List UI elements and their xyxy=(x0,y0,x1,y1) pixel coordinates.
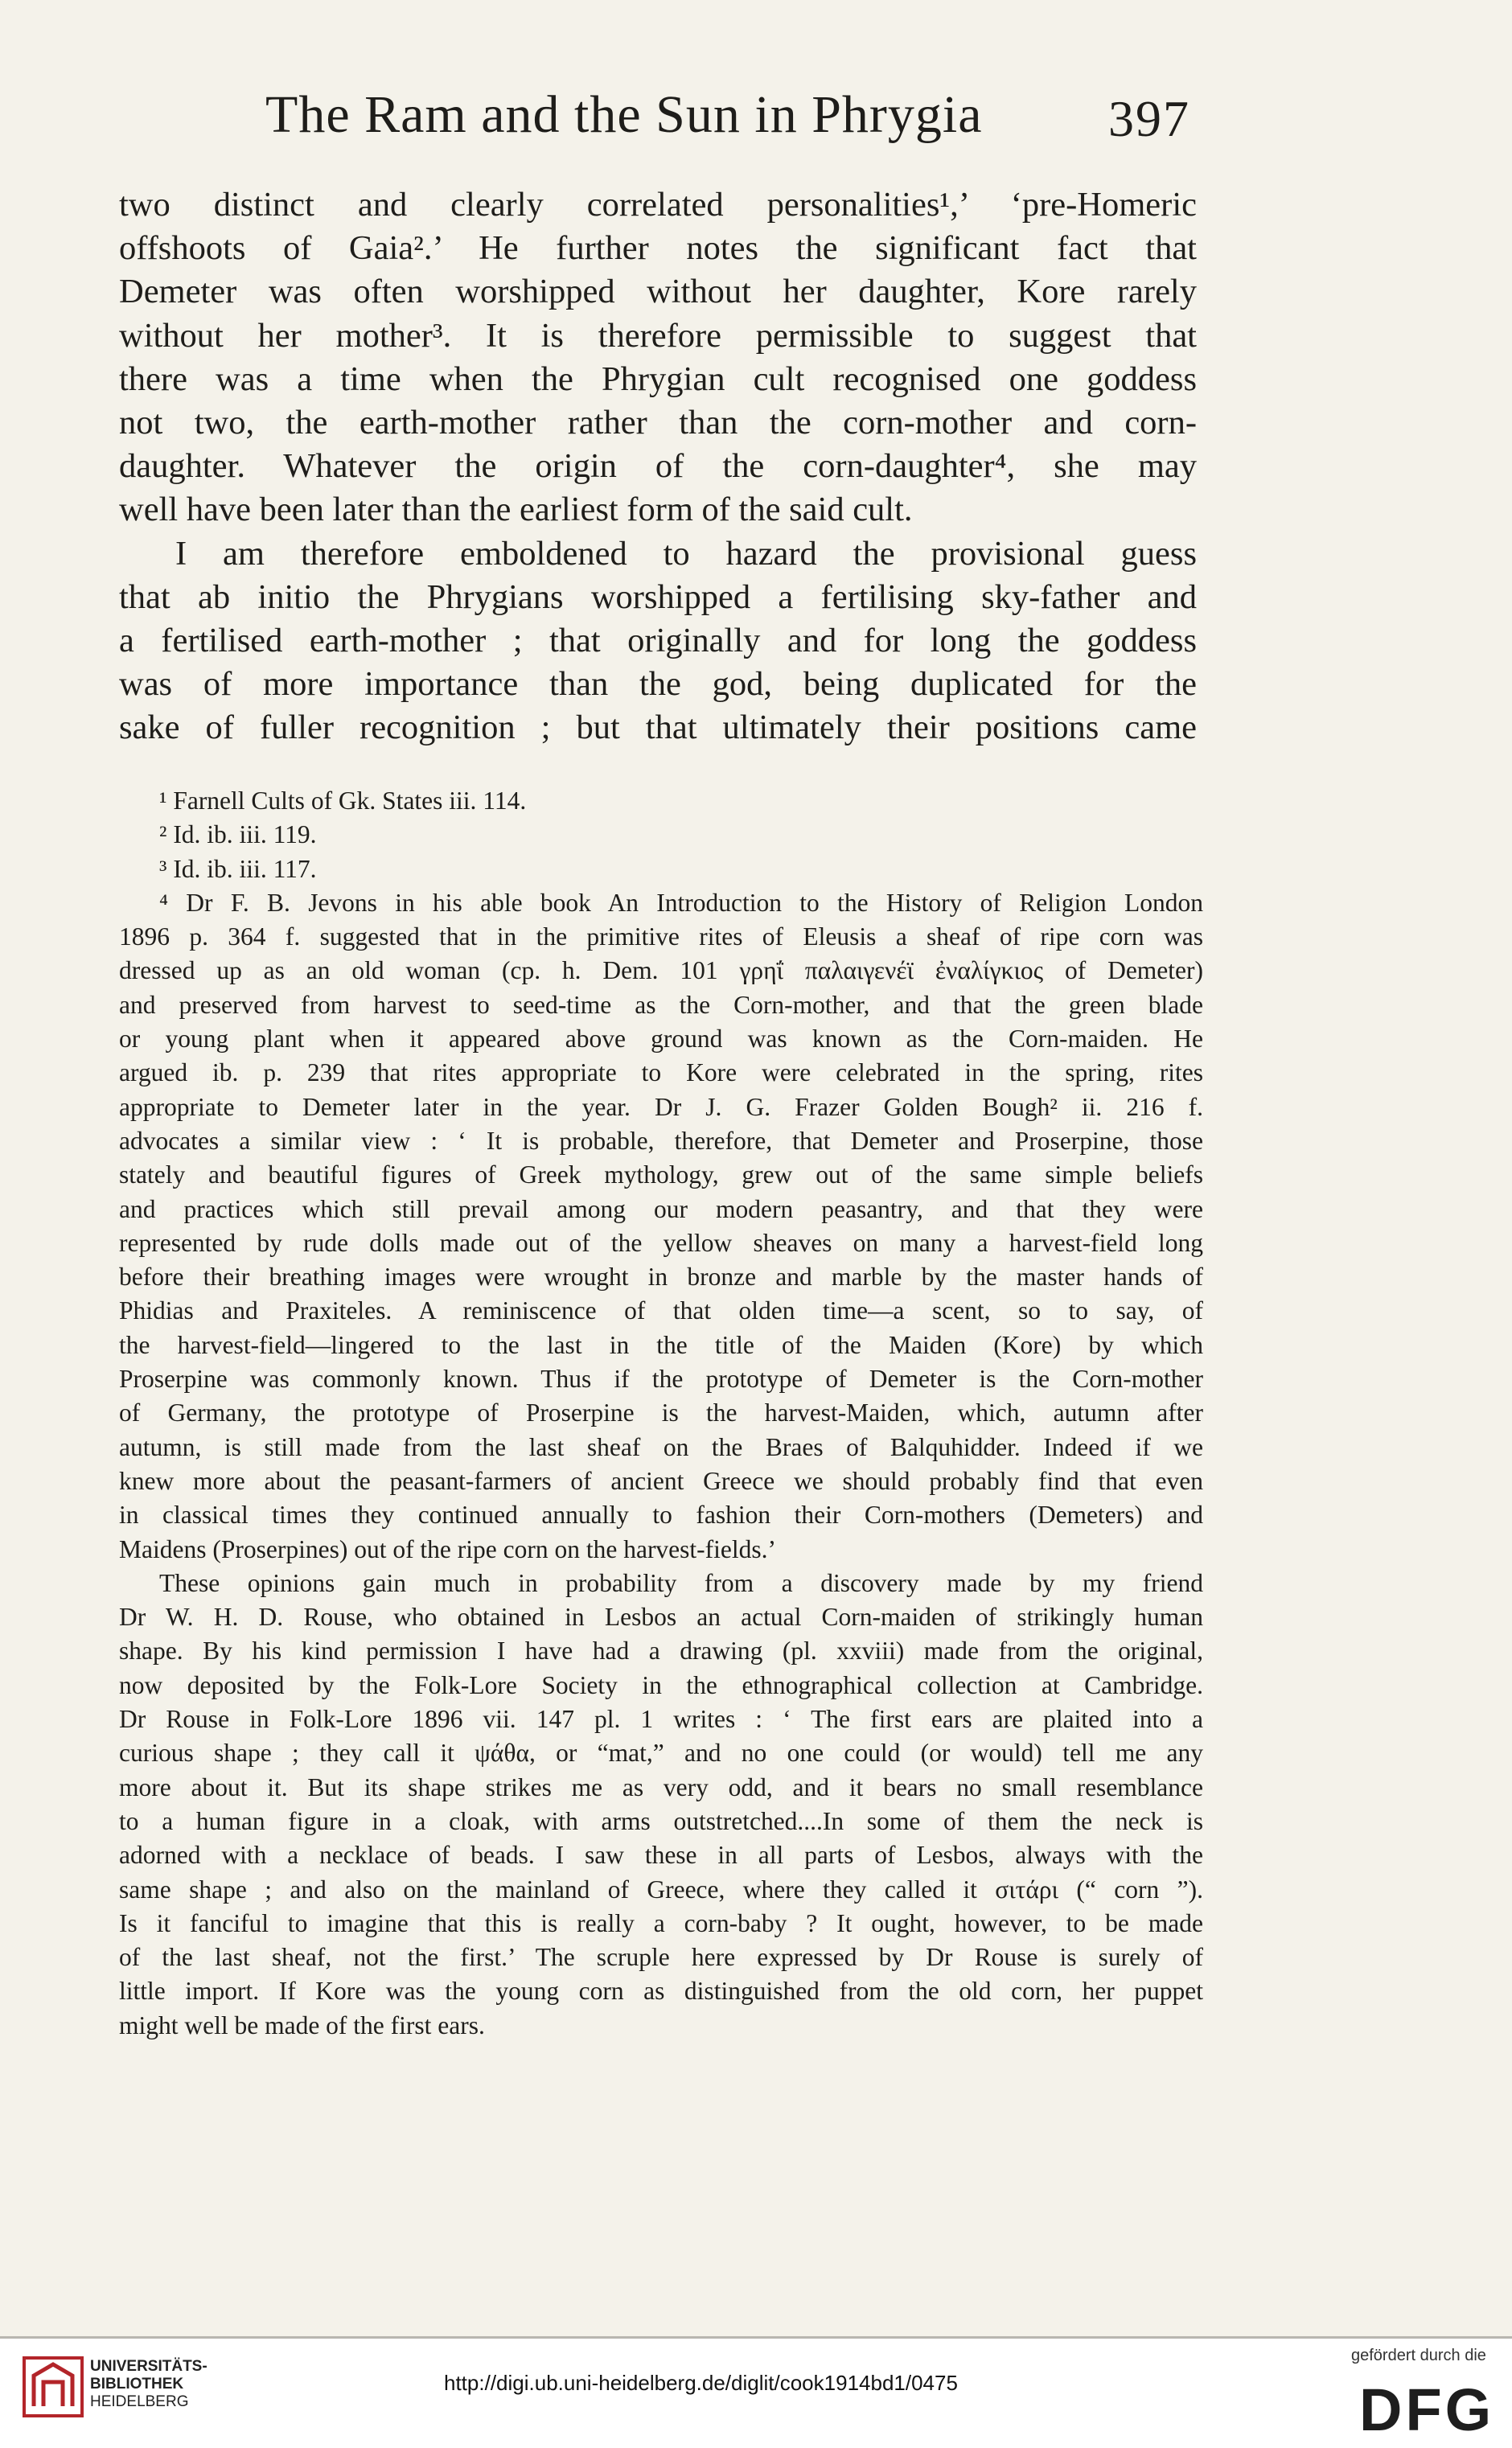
running-title: The Ram and the Sun in Phrygia xyxy=(265,85,983,144)
dfg-logo: DFG xyxy=(1359,2376,1495,2443)
footnote-line: Maidens (Proserpines) out of the ripe corn on the harvest-fields.’ xyxy=(119,1534,777,1563)
body-line: that ab initio the Phrygians worshipped a fertilising sky-father and xyxy=(119,577,1197,616)
footnote-line: 1896 p. 364 f. suggested that in the primitive rites of Eleusis a sheaf of ripe corn was xyxy=(119,922,1203,951)
running-header xyxy=(241,84,1190,157)
footnote-line: shape. By his kind permission I have had a drawing (pl. xxviii) made from the original, xyxy=(119,1637,1203,1666)
footnote-4 xyxy=(119,886,1203,2043)
footnote-line: ⁴ Dr F. B. Jevons in his able book An Introduction to the History of Religion London xyxy=(159,888,1203,917)
body-line: there was a time when the Phrygian cult recognised one goddess xyxy=(119,359,1197,398)
body-line: sake of fuller recognition ; but that ultimately their positions came xyxy=(119,709,1197,747)
funding-note: gefördert durch die xyxy=(1351,2347,1486,2364)
footnote-line: Dr Rouse in Folk-Lore 1896 vii. 147 pl. 1 writes : ‘ The first ears are plaited into a xyxy=(119,1705,1203,1734)
footnote-line: Proserpine was commonly known. Thus if the prototype of Demeter is the Corn-mother xyxy=(119,1365,1203,1394)
footnote-line: now deposited by the Folk-Lore Society in the ethnographical collection at Cambridge. xyxy=(119,1670,1203,1699)
footnote-line: in classical times they continued annually to fashion their Corn-mothers (Demeters) and xyxy=(119,1501,1203,1530)
footnote-line: represented by rude dolls made out of the yellow sheaves on many a harvest-field long xyxy=(119,1228,1203,1257)
body-line: well have been later than the earliest form of the said cult. xyxy=(119,491,913,529)
body-line: daughter. Whatever the origin of the corn-daughter⁴, she may xyxy=(119,447,1197,486)
footnote-line: Is it fanciful to imagine that this is really a corn-baby ? It ought, however, to be made xyxy=(119,1908,1203,1937)
body-line: two distinct and clearly correlated personalities¹,’ ‘pre-Homeric xyxy=(119,186,1197,224)
body-line: a fertilised earth-mother ; that originally and for long the goddess xyxy=(119,622,1197,660)
library-name: UNIVERSITÄTS- BIBLIOTHEK HEIDELBERG xyxy=(90,2358,207,2410)
footnote-line: to a human figure in a cloak, with arms outstretched....In some of them the neck is xyxy=(119,1806,1203,1835)
body-line: offshoots of Gaia².’ He further notes the significant fact that xyxy=(119,229,1197,268)
body-text xyxy=(119,183,1197,750)
footnote-line: might well be made of the first ears. xyxy=(119,2011,485,2039)
page-number: 397 xyxy=(1108,90,1190,147)
body-line: was of more importance than the god, being duplicated for the xyxy=(119,665,1197,704)
footnote-line: or young plant when it appeared above ground was known as the Corn-maiden. He xyxy=(119,1025,1203,1054)
footnote-line: same shape ; and also on the mainland of Greece, where they called it σιτάρι (“ corn ”). xyxy=(119,1875,1203,1904)
footnote-line: These opinions gain much in probability from a discovery made by my friend xyxy=(159,1568,1203,1597)
body-line: I am therefore emboldened to hazard the provisional guess xyxy=(175,534,1197,573)
permalink[interactable]: http://digi.ub.uni-heidelberg.de/diglit/cook1914bd1/0475 xyxy=(444,2371,958,2395)
library-logo-icon xyxy=(21,2355,85,2419)
footnotes xyxy=(119,784,1203,2043)
digitization-footer xyxy=(0,2336,1512,2448)
footnote-2: ² Id. ib. iii. 119. xyxy=(159,820,317,849)
footnote-line: Phidias and Praxiteles. A reminiscence of that olden time—a scent, so to say, of xyxy=(119,1296,1203,1325)
footnote-line: of Germany, the prototype of Proserpine is the harvest-Maiden, which, autumn after xyxy=(119,1399,1203,1427)
body-line: Demeter was often worshipped without her daughter, Kore rarely xyxy=(119,273,1197,311)
footnote-line: knew more about the peasant-farmers of ancient Greece we should probably find that even xyxy=(119,1466,1203,1495)
footnote-line: appropriate to Demeter later in the year. Dr J. G. Frazer Golden Bough² ii. 216 f. xyxy=(119,1092,1203,1121)
footnote-line: and preserved from harvest to seed-time as the Corn-mother, and that the green blade xyxy=(119,990,1203,1019)
footnote-line: stately and beautiful figures of Greek mythology, grew out of the same simple beliefs xyxy=(119,1160,1203,1189)
footnote-1: ¹ Farnell Cults of Gk. States iii. 114. xyxy=(159,787,527,815)
footnote-line: more about it. But its shape strikes me as very odd, and it bears no small resemblance xyxy=(119,1772,1203,1801)
footnote-line: dressed up as an old woman (cp. h. Dem. 101 γρηΐ παλαιγενέϊ ἐναλίγκιος of Demeter) xyxy=(119,956,1203,985)
footnote-line: adorned with a necklace of beads. I saw these in all parts of Lesbos, always with the xyxy=(119,1841,1203,1870)
body-line: not two, the earth-mother rather than the corn-mother and corn- xyxy=(119,404,1197,442)
footnote-line: advocates a similar view : ‘ It is probable, therefore, that Demeter and Proserpine, those xyxy=(119,1126,1203,1155)
footnote-line: curious shape ; they call it ψάθα, or “mat,” and no one could (or would) tell me any xyxy=(119,1739,1203,1768)
footnote-line: and practices which still prevail among our modern peasantry, and that they were xyxy=(119,1194,1203,1223)
footnote-line: argued ib. p. 239 that rites appropriate to Kore were celebrated in the spring, rites xyxy=(119,1058,1203,1087)
footnote-3: ³ Id. ib. iii. 117. xyxy=(159,854,317,883)
footnote-line: autumn, is still made from the last sheaf on the Braes of Balquhidder. Indeed if we xyxy=(119,1432,1203,1461)
footnote-line: of the last sheaf, not the first.’ The scruple here expressed by Dr Rouse is surely of xyxy=(119,1943,1203,1972)
footnote-line: the harvest-field—lingered to the last in the title of the Maiden (Kore) by which xyxy=(119,1330,1203,1359)
footnote-line: little import. If Kore was the young corn as distinguished from the old corn, her puppet xyxy=(119,1977,1203,2006)
body-line: without her mother³. It is therefore permissible to suggest that xyxy=(119,316,1197,355)
footnote-line: before their breathing images were wrought in bronze and marble by the master hands of xyxy=(119,1263,1203,1292)
footnote-line: Dr W. H. D. Rouse, who obtained in Lesbos an actual Corn-maiden of strikingly human xyxy=(119,1603,1203,1632)
